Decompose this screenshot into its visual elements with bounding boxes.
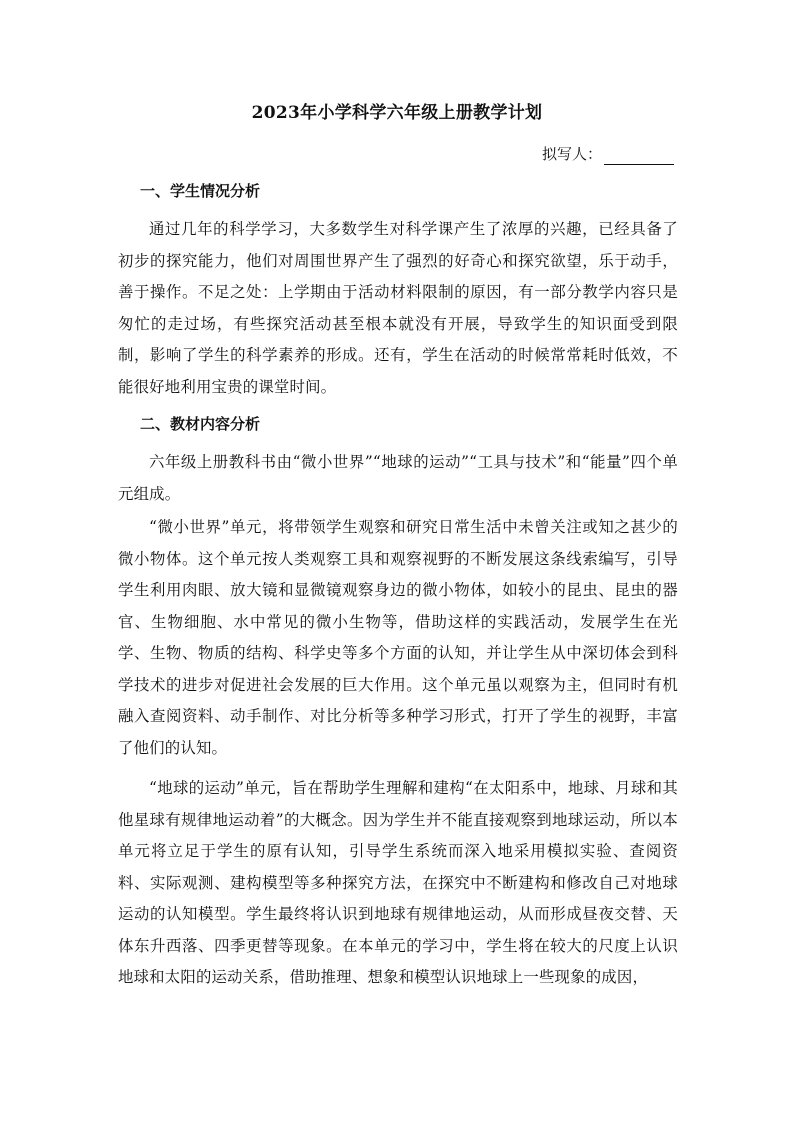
section-heading-student-analysis: 一、学生情况分析 xyxy=(140,182,261,200)
paragraph-earth-motion-unit: “地球的运动”单元，旨在帮助学生理解和建构“在太阳系中，地球、月球和其他星球有规律地运动着”的大概念。因为学生并不能直接观察到地球运动，所以本单元将立足于学生的原有认知，引导学生系统而深入地采用模拟实验、查阅资料、实际观测、建构模型等多种探究方法，在探究中不断建构和修改自己对地球运动的认知模型。学生最终将认识到地球有规律地运动，从而形成昼夜交替、天体东升西落、四季更替等现象。在本单元的学习中，学生将在较大的尺度上认识地球和太阳的运动关系，借助推理、想象和模型认识地球上一些现象的成因， xyxy=(118,779,678,986)
paragraph-student-analysis: 通过几年的科学学习，大多数学生对科学课产生了浓厚的兴趣，已经具备了初步的探究能力，他们对周围世界产生了强烈的好奇心和探究欲望，乐于动手，善于操作。不足之处：上学期由于活动材料限制的原因，有一部分教学内容只是匆忙的走过场，有些探究活动甚至根本就没有开展，导致学生的知识面受到限制，影响了学生的科学素养的形成。还有，学生在活动的时候常常耗时低效，不能很好地利用宝贵的课堂时间。 xyxy=(118,220,678,396)
author-blank xyxy=(604,146,674,165)
paragraph-micro-world-unit: “微小世界”单元，将带领学生观察和研究日常生活中未曾关注或知之甚少的微小物体。这个单元按人类观察工具和观察视野的不断发展这条线索编写，引导学生利用肉眼、放大镜和显微镜观察身边的微小物体，如较小的昆虫、昆虫的器官、生物细胞、水中常见的微小生物等，借助这样的实践活动，发展学生在光学、生物、物质的结构、科学史等多个方面的认知，并让学生从中深切体会到科学技术的进步对促进社会发展的巨大作用。这个单元虽以观察为主，但同时有机融入查阅资料、动手制作、对比分析等多种学习形式，打开了学生的视野，丰富了他们的认知。 xyxy=(118,518,678,757)
document-title: 2023年小学科学六年级上册教学计划 xyxy=(251,103,543,123)
author-line xyxy=(542,143,674,165)
section-heading-textbook-analysis: 二、教材内容分析 xyxy=(140,415,261,433)
paragraph-textbook-overview: 六年级上册教科书由“微小世界”“地球的运动”“工具与技术”和“能量”四个单元组成。 xyxy=(118,453,678,503)
author-label: 拟写人： xyxy=(541,145,602,163)
